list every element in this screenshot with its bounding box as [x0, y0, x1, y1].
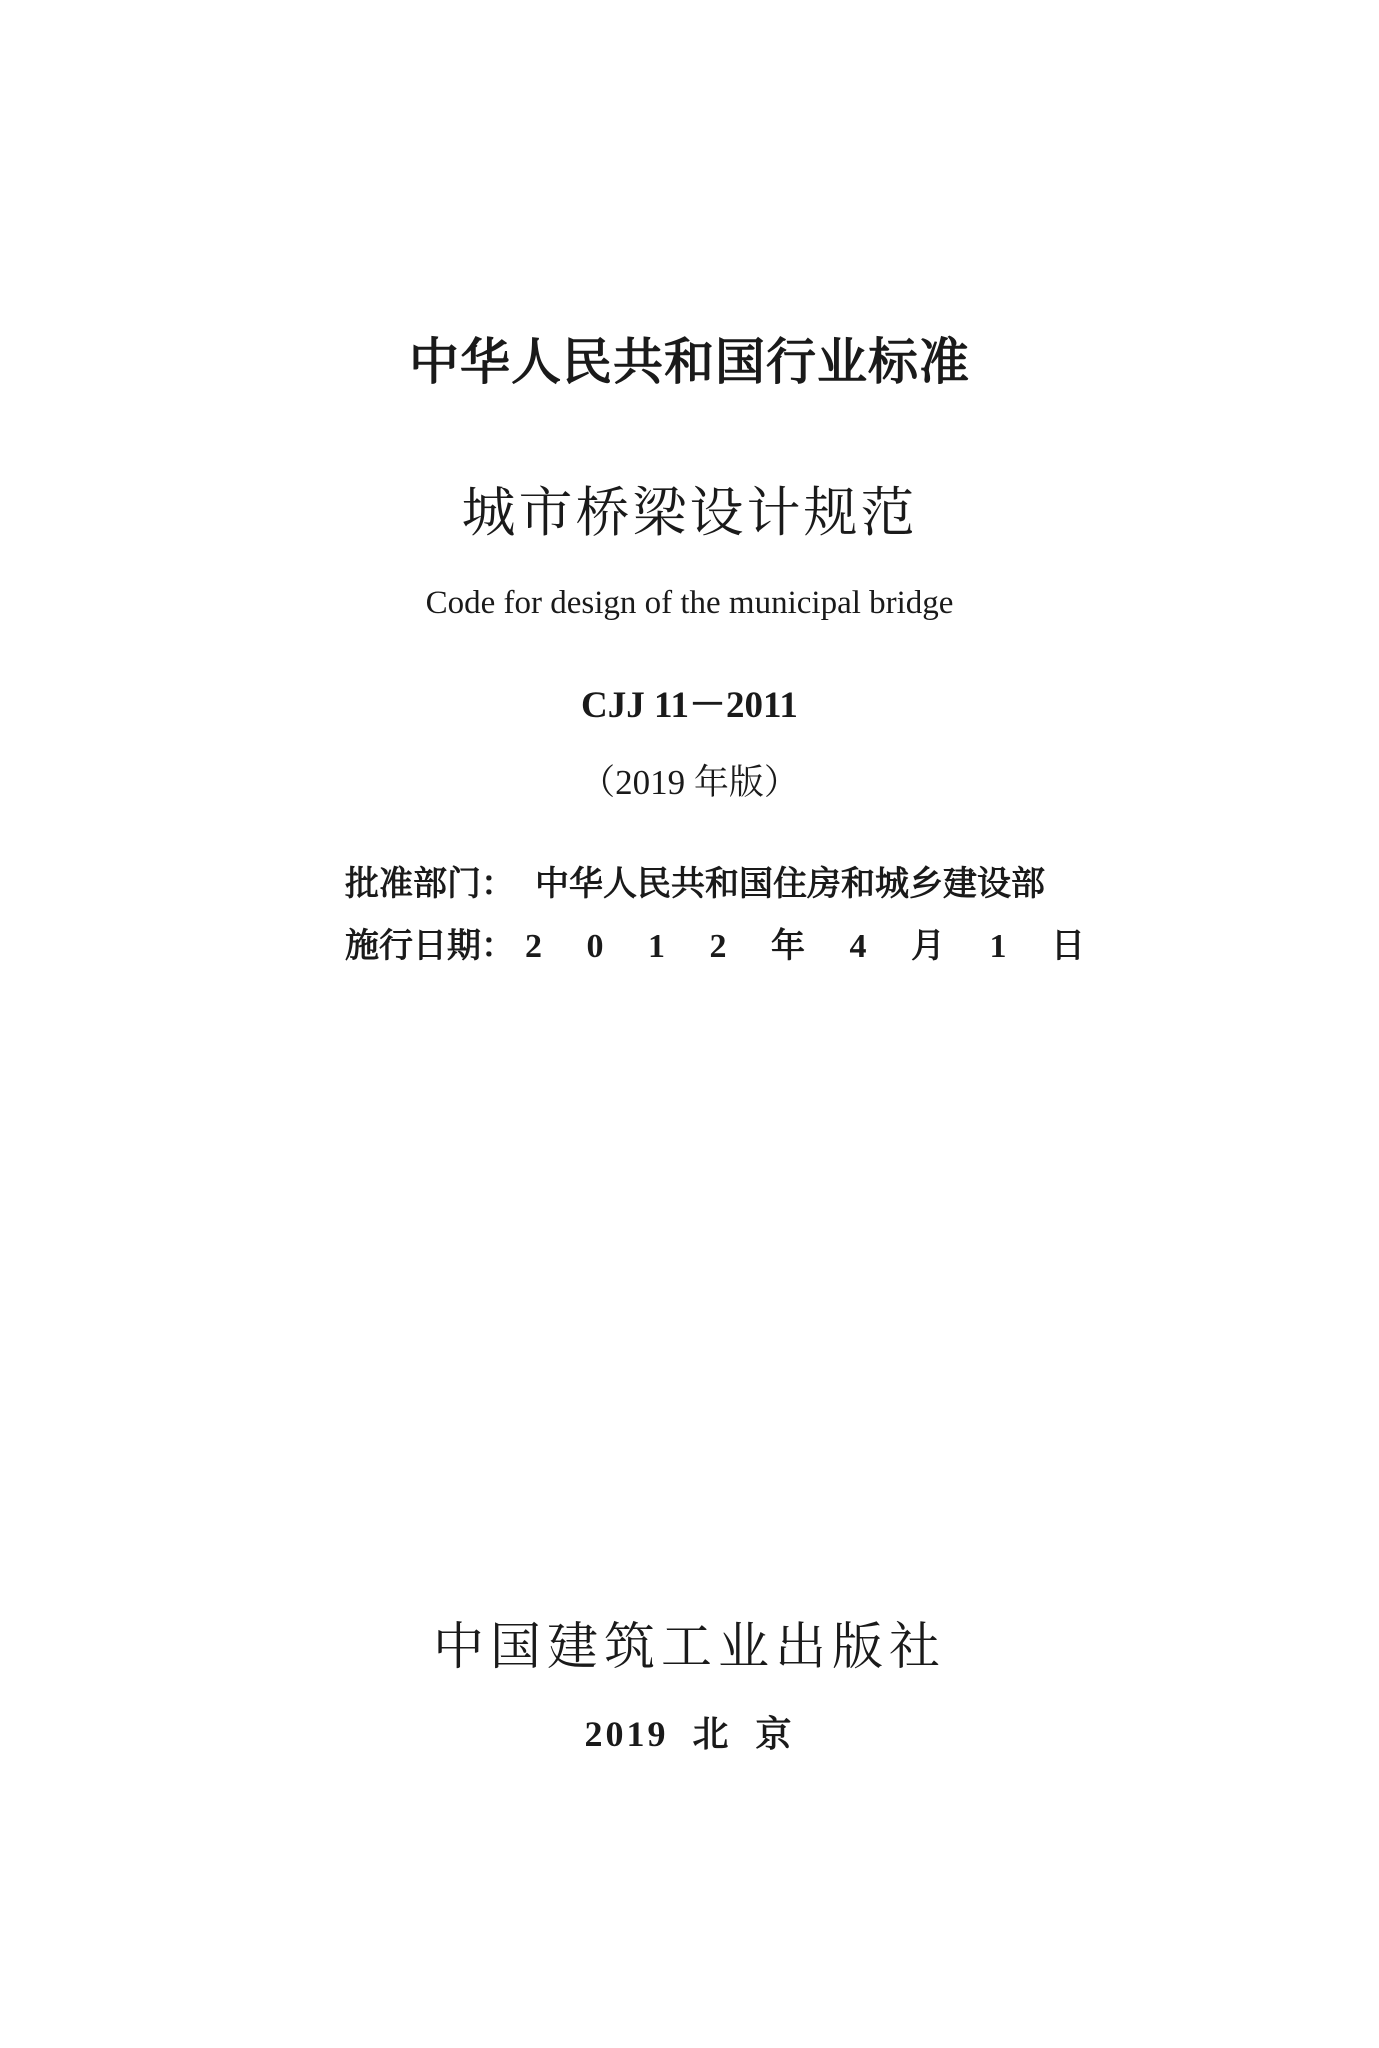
document-title-chinese: 城市桥梁设计规范: [461, 481, 918, 544]
approval-department-row: [345, 856, 1105, 912]
standard-code: CJJ 11－2011: [581, 685, 798, 726]
effective-date-row: [345, 918, 1105, 974]
publication-year-place: 2019 北 京: [584, 1714, 795, 1754]
effective-date-value: 2 0 1 2 年 4 月 1 日: [525, 928, 1103, 965]
document-title-english: Code for design of the municipal bridge: [425, 585, 954, 621]
publisher-name: 中国建筑工业出版社: [432, 1618, 946, 1677]
effective-date-label: 施行日期：: [345, 926, 515, 966]
edition-note: （2019 年版）: [580, 763, 799, 802]
approval-department-label: 批准部门：: [345, 864, 515, 904]
approval-department-value: 中华人民共和国住房和城乡建设部: [535, 864, 1045, 904]
standard-category-heading: 中华人民共和国行业标准: [409, 333, 970, 391]
